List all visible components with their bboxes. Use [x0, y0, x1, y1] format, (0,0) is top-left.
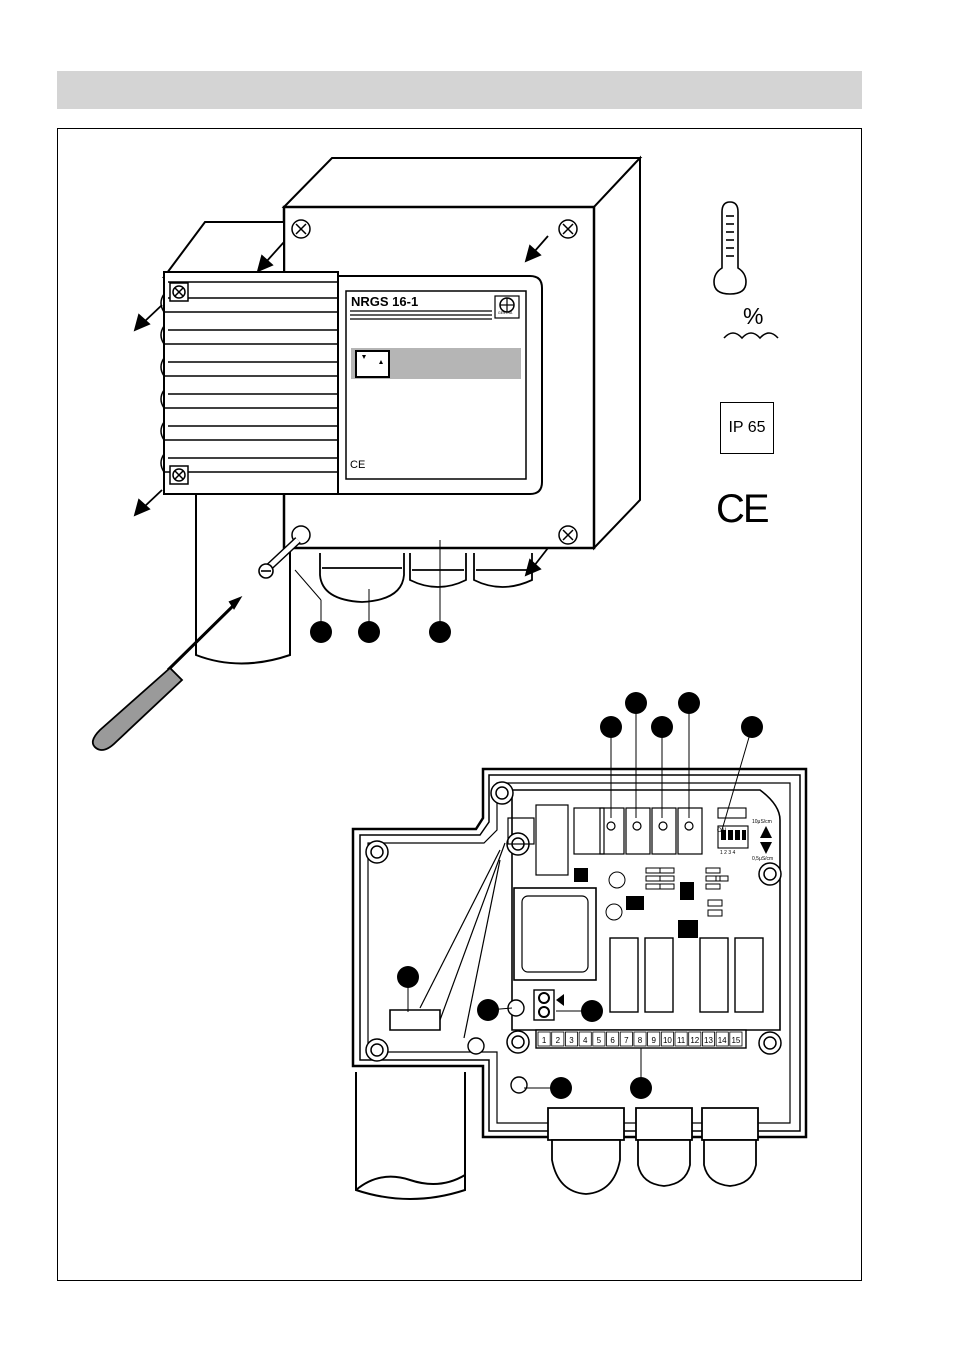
- bottom-cable-glands: [548, 1108, 758, 1194]
- terminal-number: 8: [637, 1036, 643, 1045]
- ce-mark-small: CE: [350, 459, 366, 471]
- humidity-percent-label: %: [743, 303, 764, 329]
- terminal-number: 5: [596, 1036, 602, 1045]
- ip-rating-box: [720, 402, 774, 454]
- brand-logo-text: GESTRA: [498, 311, 513, 315]
- terminal-number: 14: [717, 1036, 727, 1045]
- terminal-number: 12: [690, 1036, 700, 1045]
- terminal-number: 11: [676, 1036, 686, 1045]
- range-low-label: 0,5μS/cm: [752, 856, 774, 862]
- range-high-label: 10μS/cm: [752, 819, 772, 825]
- dip-on-label: ON: [717, 828, 726, 834]
- cable-glands: [320, 553, 532, 602]
- closed-housing: [93, 158, 640, 750]
- ce-mark: CE: [716, 487, 768, 531]
- terminal-number: 3: [569, 1036, 574, 1045]
- ip-rating-text: IP 65: [728, 419, 766, 436]
- terminal-number: 7: [624, 1036, 629, 1045]
- terminal-number: 13: [704, 1036, 713, 1045]
- screwdriver-icon: [93, 598, 240, 750]
- device-model-label: NRGS 16-1: [351, 294, 419, 309]
- open-housing: [353, 692, 806, 1199]
- terminal-number: 1: [541, 1036, 547, 1045]
- terminal-number: 4: [582, 1036, 588, 1045]
- terminal-number: 15: [731, 1036, 741, 1045]
- thermometer-icon: [714, 202, 746, 294]
- terminal-number: 10: [662, 1036, 672, 1045]
- terminal-number: 9: [651, 1036, 656, 1045]
- terminal-number: 6: [610, 1036, 615, 1045]
- terminal-strip: [538, 1032, 742, 1046]
- humidity-icon: [724, 333, 778, 338]
- terminal-number: 2: [555, 1036, 561, 1045]
- dip-numbers: 1 2 3 4: [720, 850, 736, 856]
